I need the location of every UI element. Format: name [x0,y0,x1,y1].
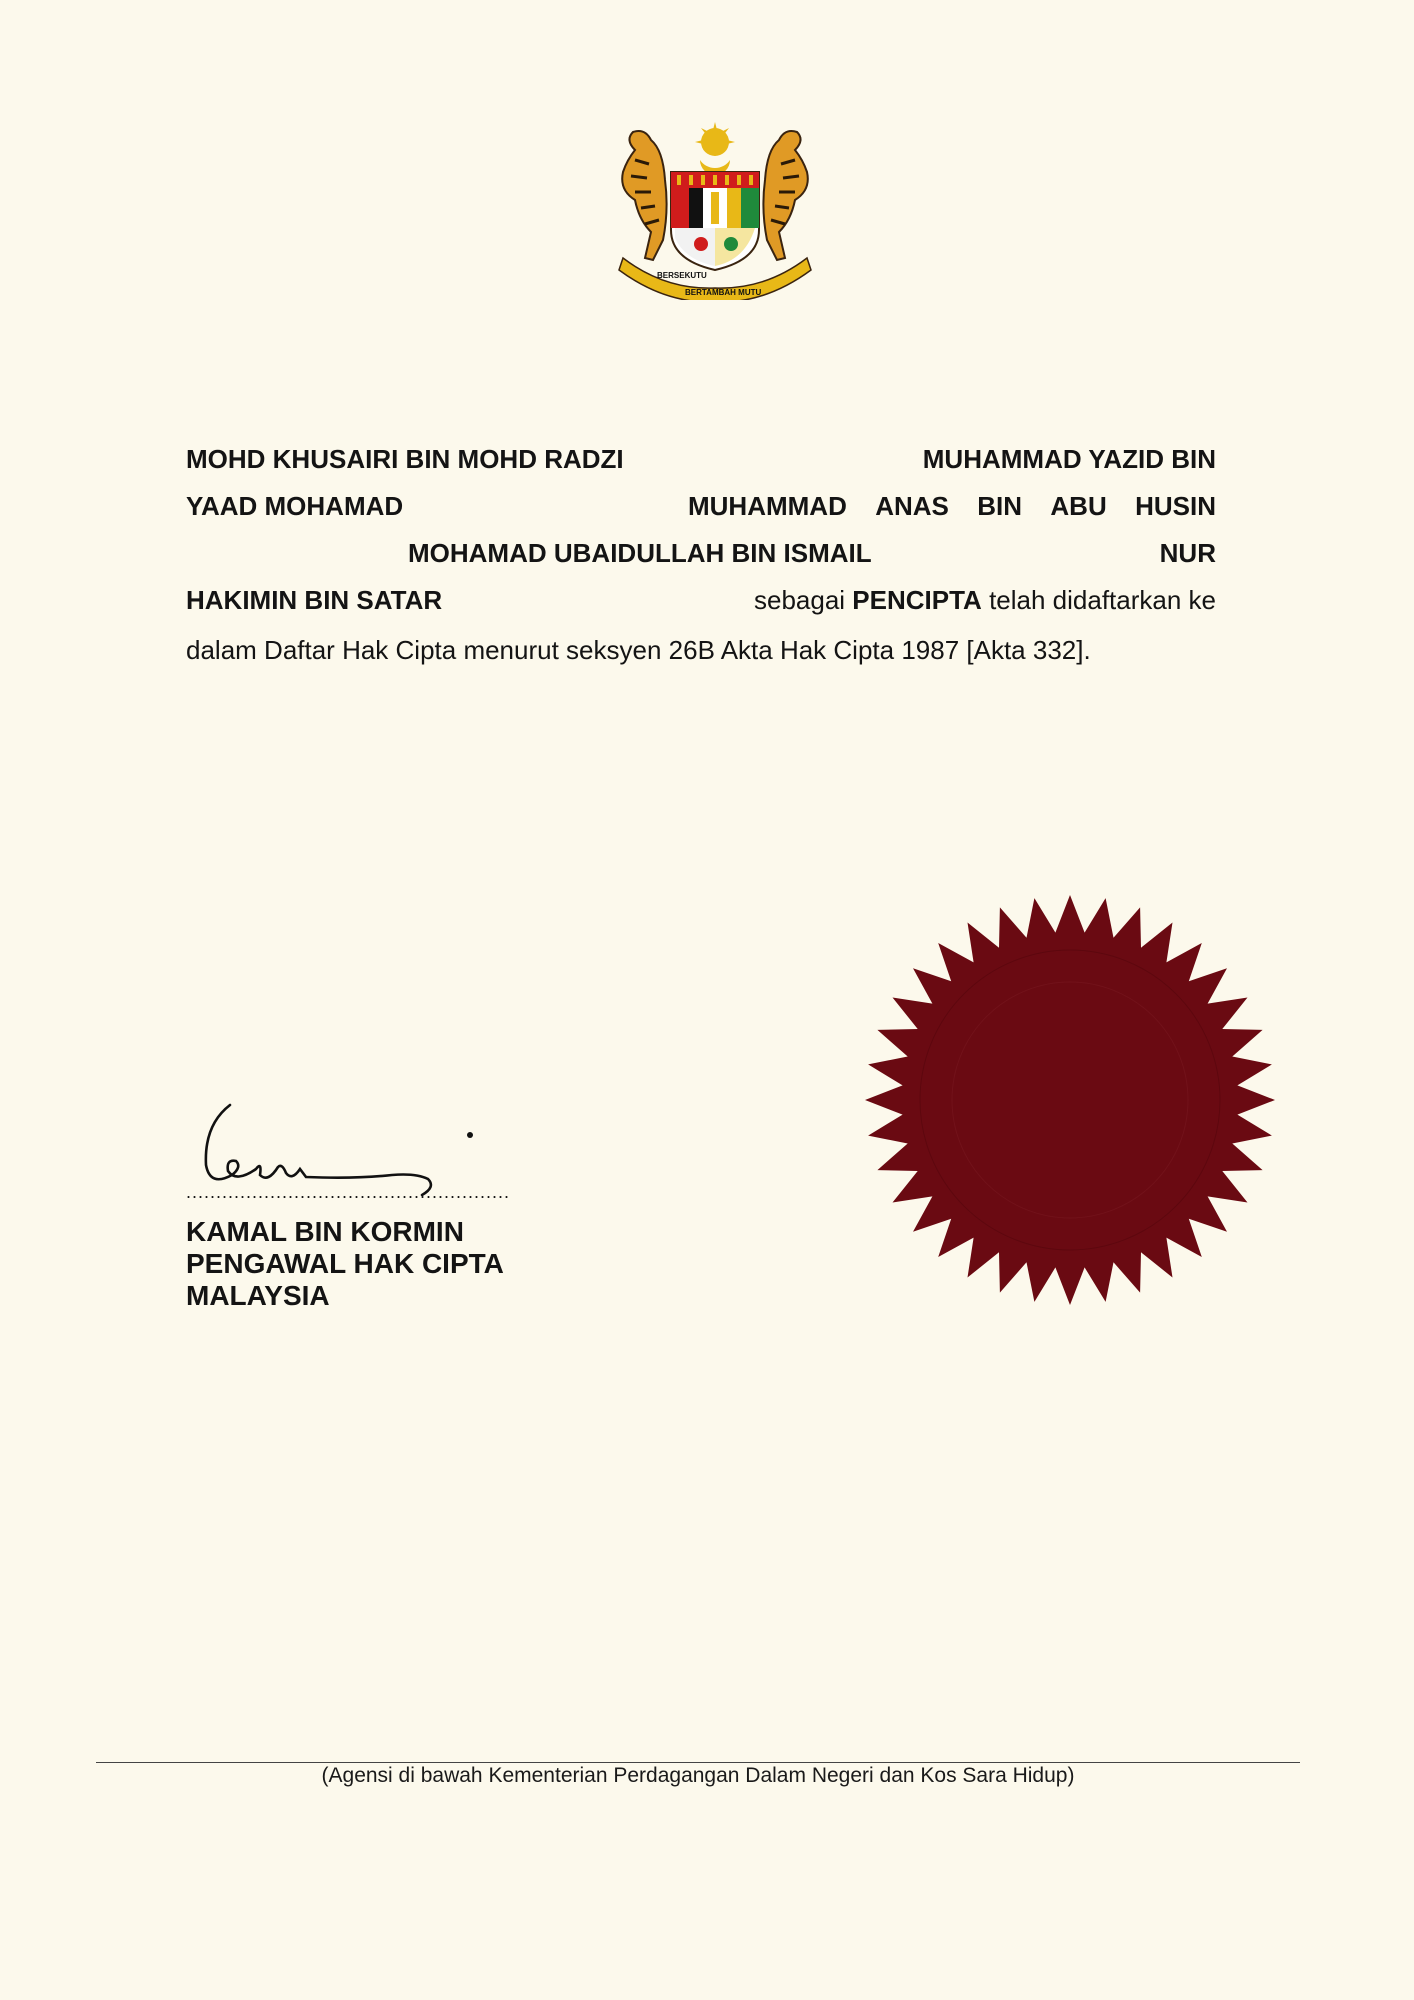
names-row-1 [186,436,1216,483]
footer-agency: (Agensi di bawah Kementerian Perdagangan Dalam Negeri dan Kos Sara Hidup) [321,1764,1075,1787]
signatory-name: KAMAL BIN KORMIN [186,1216,464,1247]
footer-divider [96,1762,1300,1763]
coat-of-arms-icon [605,120,825,300]
seal-icon [860,890,1280,1310]
creator-name: MOHD KHUSAIRI BIN MOHD RADZI [186,444,624,474]
name-word: ABU [1050,491,1107,521]
name-word: MUHAMMAD [688,491,847,521]
signature-dotted-line: ...................................................... [186,1182,511,1202]
name-word: ANAS [875,491,949,521]
name-word: BIN [977,491,1023,521]
creator-name: MOHAMAD UBAIDULLAH BIN ISMAIL [408,538,872,568]
creator-name-justified [688,483,1216,530]
creator-name: MUHAMMAD YAZID BIN [922,444,1216,474]
statement-line-1 [754,577,1216,624]
statement-role: PENCIPTA [852,585,982,615]
names-row-2 [186,483,1216,530]
statement-tail: telah didaftarkan ke [989,585,1216,615]
statement-sebagai: sebagai [753,585,846,615]
creator-name: YAAD MOHAMAD [186,491,404,521]
creator-name: NUR [1159,538,1216,568]
names-row-3 [186,530,1216,577]
statement-line-2: dalam Daftar Hak Cipta menurut seksyen 26B Akta Hak Cipta 1987 [Akta 332]. [186,635,1091,665]
creator-names [186,436,1216,624]
motto-left-text: BERSEKUTU [657,271,707,280]
signatory-country: MALAYSIA [186,1280,330,1311]
signatory-block [186,1216,504,1312]
name-word: HUSIN [1135,491,1216,521]
signatory-title: PENGAWAL HAK CIPTA [186,1248,504,1279]
motto-bottom-text: BERTAMBAH MUTU [685,288,762,297]
names-row-4 [186,577,1216,624]
creator-name: HAKIMIN BIN SATAR [186,585,443,615]
